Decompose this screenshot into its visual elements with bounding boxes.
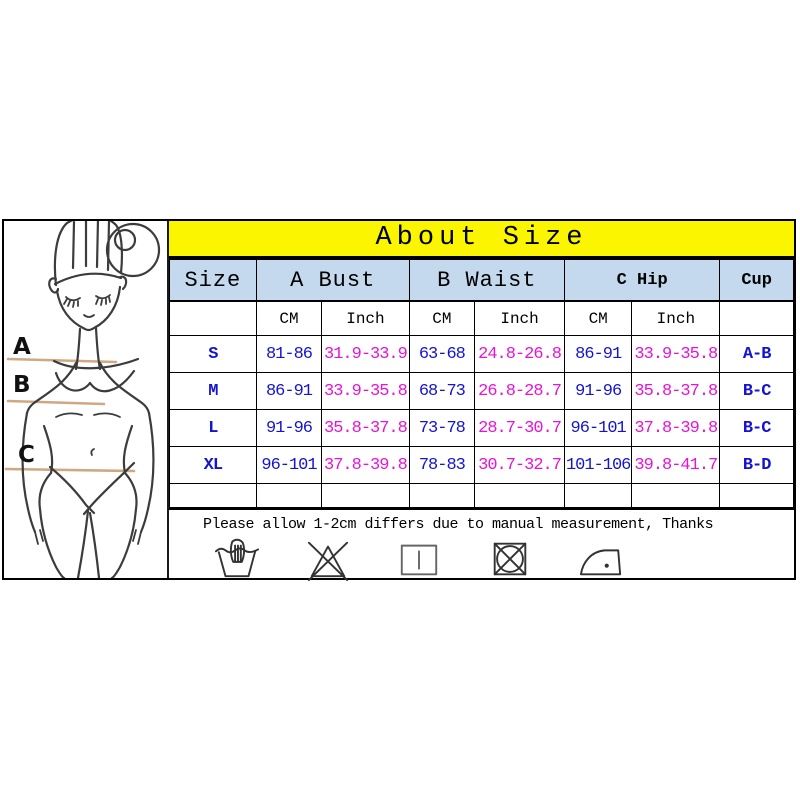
unit-inch: Inch <box>322 301 409 336</box>
size-table <box>169 259 794 508</box>
bust-label: A <box>13 334 31 360</box>
table-row-xl <box>170 447 794 484</box>
bust-inch: 35.8-37.8 <box>322 410 409 447</box>
iron-low-heat-icon <box>579 537 623 581</box>
header-waist: B Waist <box>409 260 564 302</box>
hand-wash-icon <box>215 537 259 581</box>
unit-cell-empty <box>170 301 257 336</box>
size-value: XL <box>170 447 257 484</box>
mouth <box>84 315 94 317</box>
cup-value: A-B <box>720 336 794 373</box>
unit-cm: CM <box>256 301 322 336</box>
hip-inch: 33.9-35.8 <box>632 336 720 373</box>
left-torso <box>44 426 52 473</box>
hip-inch: 35.8-37.8 <box>632 373 720 410</box>
measurement-note: Please allow 1-2cm differs due to manual measurement, Thanks <box>203 516 714 533</box>
bangs-edge <box>55 274 121 284</box>
bikini-line-left <box>50 467 94 513</box>
left-arm <box>23 413 35 532</box>
waist-label: B <box>13 372 31 398</box>
closed-eyes <box>64 295 110 307</box>
hip-cm: 101-106 <box>564 447 631 484</box>
unit-inch: Inch <box>632 301 720 336</box>
bust-cm: 86-91 <box>256 373 322 410</box>
bust-inch: 37.8-39.8 <box>322 447 409 484</box>
content-box <box>2 219 796 580</box>
waist-cm: 78-83 <box>409 447 475 484</box>
hip-inch: 39.8-41.7 <box>632 447 720 484</box>
header-bust: A Bust <box>256 260 409 302</box>
collarbones <box>56 413 120 417</box>
size-value: S <box>170 336 257 373</box>
hip-cm: 91-96 <box>564 373 631 410</box>
hip-line <box>6 469 134 471</box>
right-hip-leg <box>112 473 137 578</box>
bust-inch: 31.9-33.9 <box>322 336 409 373</box>
unit-cm: CM <box>409 301 475 336</box>
table-row-l <box>170 410 794 447</box>
care-icons-row <box>169 533 794 581</box>
waist-cm: 73-78 <box>409 410 475 447</box>
waist-cm: 68-73 <box>409 373 475 410</box>
hair-bun <box>107 224 159 276</box>
size-value: L <box>170 410 257 447</box>
hair-bun-inner <box>115 230 135 250</box>
navel <box>91 449 94 455</box>
table-row-s <box>170 336 794 373</box>
face <box>57 287 120 330</box>
waist-inch: 24.8-26.8 <box>475 336 565 373</box>
bust-cm: 96-101 <box>256 447 322 484</box>
bust-cm: 91-96 <box>256 410 322 447</box>
cup-value: B-C <box>720 373 794 410</box>
waist-line <box>8 401 104 404</box>
waist-inch: 30.7-32.7 <box>475 447 565 484</box>
waist-cm: 63-68 <box>409 336 475 373</box>
table-title: About Size <box>169 221 794 259</box>
bust-cm: 81-86 <box>256 336 322 373</box>
bust-inch: 33.9-35.8 <box>322 373 409 410</box>
waist-inch: 28.7-30.7 <box>475 410 565 447</box>
woman-figure-illustration <box>4 221 167 578</box>
hip-cm: 86-91 <box>564 336 631 373</box>
bottom-section <box>169 508 794 581</box>
right-shoulder <box>100 363 149 413</box>
table-row-m <box>170 373 794 410</box>
header-size: Size <box>170 260 257 302</box>
unit-inch: Inch <box>475 301 565 336</box>
drip-dry-icon <box>397 537 441 581</box>
size-value: M <box>170 373 257 410</box>
do-not-tumble-dry-icon <box>488 537 532 581</box>
right-arm <box>141 413 153 532</box>
table-panel <box>169 221 794 578</box>
header-row <box>170 260 794 302</box>
left-hip-leg <box>39 473 64 578</box>
unit-row <box>170 301 794 336</box>
unit-cm: CM <box>564 301 631 336</box>
cup-value: B-D <box>720 447 794 484</box>
bandeau-left-cup <box>56 373 90 391</box>
left-inner-leg <box>78 511 88 578</box>
unit-cell-empty <box>720 301 794 336</box>
header-hip: C Hip <box>564 260 719 302</box>
hip-inch: 37.8-39.8 <box>632 410 720 447</box>
do-not-bleach-icon <box>306 537 350 581</box>
cup-value: B-C <box>720 410 794 447</box>
right-inner-leg <box>90 513 99 578</box>
body-outline <box>23 221 159 578</box>
header-cup: Cup <box>720 260 794 302</box>
hip-label: C <box>18 442 35 468</box>
figure-panel <box>4 221 169 578</box>
hip-cm: 96-101 <box>564 410 631 447</box>
waist-inch: 26.8-28.7 <box>475 373 565 410</box>
empty-row <box>170 484 794 508</box>
